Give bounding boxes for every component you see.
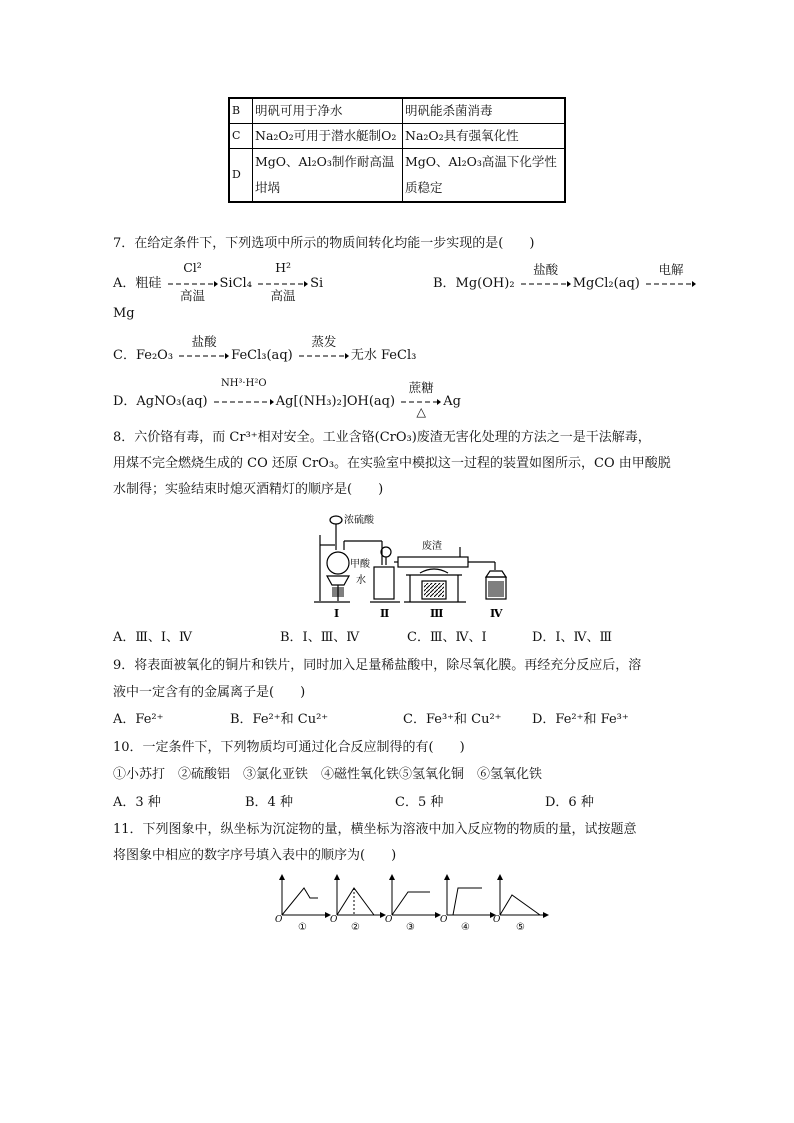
q7c-p1: FeCl₃(aq): [231, 348, 293, 363]
label-waste: 废渣: [422, 541, 442, 552]
q10-option-a: A．3 种: [113, 795, 161, 810]
reaction-arrow: [521, 261, 571, 288]
q8-stem-line3: 水制得；实验结束时熄灭酒精灯的顺序是( ): [113, 482, 384, 497]
label-apparatus-3: Ⅲ: [430, 607, 444, 620]
row-key: B: [229, 98, 253, 124]
q7-option-c: [113, 333, 417, 363]
origin-label: O: [385, 915, 393, 925]
q8-option-d: D．Ⅰ、Ⅳ、Ⅲ: [532, 630, 613, 645]
reaction-arrow: [168, 259, 218, 303]
q8-option-a: A．Ⅲ、Ⅰ、Ⅳ: [113, 630, 193, 645]
origin-label: O: [275, 915, 283, 925]
row-usage: Na₂O₂可用于潜水艇制O₂: [253, 124, 403, 149]
q7d-label: D．AgNO₃(aq): [113, 394, 208, 409]
q9-option-c: C．Fe³⁺和 Cu²⁺: [403, 712, 502, 727]
arrow-condition: 蒸发: [311, 333, 337, 349]
q7b-p1: MgCl₂(aq): [572, 276, 640, 291]
label-formic-acid: 甲酸: [350, 559, 370, 570]
q10-option-d: D．6 种: [545, 795, 594, 810]
reaction-arrow: [214, 377, 274, 406]
row-usage: 明矾可用于净水: [253, 98, 403, 124]
graph-number: ④: [461, 922, 470, 932]
reaction-arrow: [179, 333, 229, 360]
graph-number: ③: [406, 922, 415, 932]
q8-option-b: B．Ⅰ、Ⅲ、Ⅳ: [280, 630, 360, 645]
q7d-p2: Ag: [443, 394, 461, 409]
q9-option-a: A．Fe²⁺: [113, 712, 164, 727]
q10-option-b: B．4 种: [245, 795, 293, 810]
q7c-p2: 无水 FeCl₃: [350, 348, 417, 363]
row-key: D: [229, 149, 253, 203]
q9-option-d: D．Fe²⁺和 Fe³⁺: [532, 712, 629, 727]
arrow-condition: 高温: [180, 287, 206, 303]
arrow-condition: 蔗糖: [408, 379, 434, 395]
q7-option-d: [113, 377, 461, 419]
q7b-label: B．Mg(OH)₂: [433, 276, 515, 291]
row-property: MgO、Al₂O₃高温下化学性质稳定: [403, 149, 566, 203]
q10-option-c: C．5 种: [395, 795, 444, 810]
reaction-arrow: [299, 333, 349, 360]
label-water: 水: [356, 575, 366, 586]
q10-stem: 10．一定条件下，下列物质均可通过化合反应制得的有( ): [113, 740, 465, 755]
q11-stem-line2: 将图象中相应的数字序号填入表中的顺序为( ): [113, 848, 397, 863]
arrow-condition: H²: [275, 259, 292, 275]
arrow-condition: 盐酸: [191, 333, 217, 349]
q8-option-c: C．Ⅲ、Ⅳ、Ⅰ: [407, 630, 487, 645]
q7d-p1: Ag[(NH₃)₂]OH(aq): [275, 394, 396, 409]
q11-stem-line1: 11．下列图象中，纵坐标为沉淀物的量，横坐标为溶液中加入反应物的物质的量，试按题意: [113, 822, 637, 837]
q8-stem-line2: 用煤不完全燃烧生成的 CO 还原 CrO₃。在实验室中模拟这一过程的装置如图所示，CO 由甲酸脱: [113, 456, 671, 471]
row-property: 明矾能杀菌消毒: [403, 98, 566, 124]
graph-number: ⑤: [516, 922, 525, 932]
label-apparatus-2: Ⅱ: [380, 607, 390, 620]
label-apparatus-4: Ⅳ: [490, 607, 503, 620]
origin-label: O: [493, 915, 501, 925]
q9-option-b: B．Fe²⁺和 Cu²⁺: [230, 712, 329, 727]
label-conc-sulfuric: 浓硫酸: [344, 515, 374, 526]
q9-stem-line1: 9．将表面被氧化的铜片和铁片，同时加入足量稀盐酸中，除尽氧化膜。再经充分反应后，溶: [113, 658, 642, 673]
graph-number: ①: [298, 922, 307, 932]
apparatus-figure: [310, 505, 530, 620]
arrow-condition: 电解: [658, 261, 684, 277]
row-property: Na₂O₂具有强氧化性: [403, 124, 566, 149]
origin-label: O: [330, 915, 338, 925]
q7a-p1: SiCl₄: [219, 276, 252, 291]
graph-number: ②: [351, 922, 360, 932]
q7a-label: A．粗硅: [113, 276, 162, 291]
arrow-condition: △: [416, 403, 427, 419]
table-row: [229, 149, 565, 203]
arrow-condition: 盐酸: [533, 261, 559, 277]
arrow-condition: 高温: [270, 287, 296, 303]
reaction-arrow: [401, 379, 441, 419]
q9-stem-line2: 液中一定含有的金属离子是( ): [113, 685, 306, 700]
table-row: [229, 124, 565, 149]
precipitate-graphs: [272, 870, 552, 932]
reaction-arrow: [646, 261, 696, 288]
row-usage: MgO、Al₂O₃制作耐高温坩埚: [253, 149, 403, 203]
q7c-label: C．Fe₂O₃: [113, 348, 174, 363]
reaction-arrow: [258, 259, 308, 303]
q7-option-b: [433, 261, 698, 291]
q7a-p2: Si: [310, 276, 324, 291]
q10-items: ①小苏打 ②硫酸铝 ③氯化亚铁 ④磁性氧化铁⑤氢氧化铜 ⑥氢氧化铁: [113, 767, 543, 782]
options-table: [228, 97, 566, 203]
q7-stem: 7．在给定条件下，下列选项中所示的物质间转化均能一步实现的是( ): [113, 236, 535, 251]
table-row: [229, 98, 565, 124]
q8-stem-line1: 8．六价铬有毒，而 Cr³⁺相对安全。工业含铬(CrO₃)废渣无害化处理的方法之一是干法解毒，: [113, 430, 651, 445]
label-apparatus-1: Ⅰ: [334, 607, 340, 620]
q7-option-a: [113, 259, 324, 303]
row-key: C: [229, 124, 253, 149]
q7b-p2: Mg: [113, 306, 135, 321]
arrow-condition: NH³·H²O: [220, 377, 267, 389]
origin-label: O: [440, 915, 448, 925]
arrow-condition: Cl²: [183, 259, 202, 275]
